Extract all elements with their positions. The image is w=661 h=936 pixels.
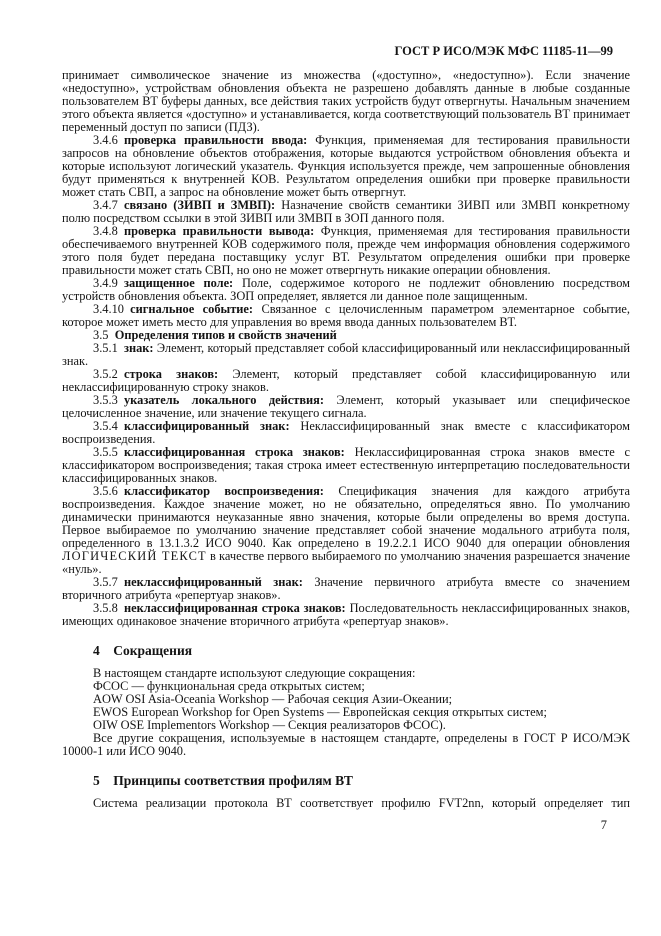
paragraph	[62, 394, 630, 420]
term-bold: указатель локального действия:	[123, 393, 325, 407]
term-bold: классификатор воспроизведения:	[123, 484, 324, 498]
paragraph	[62, 199, 630, 225]
text-run: 3.4.8	[93, 224, 124, 238]
spaced-caps: ЛОГИЧЕСКИЙ ТЕКСТ	[62, 549, 207, 563]
text-run: 3.5.1	[93, 341, 124, 355]
text-run: 3.4.9	[93, 276, 124, 290]
text-run: 3.5.6	[93, 484, 124, 498]
paragraph	[62, 797, 630, 810]
paragraph	[62, 342, 630, 368]
paragraph	[62, 732, 630, 758]
page-number: 7	[600, 818, 607, 832]
text-run: 3.5.3	[93, 393, 124, 407]
text-run: в качестве первого выбираемого по умолчанию значения разрешается значение «нуль».	[62, 549, 631, 576]
text-run: Спецификация значения для каждого атрибута воспроизведения. Каждое значение может, но не обязательно, определяться явно. По умолчанию динамически принимаются неуказанные явно значения, которые были определены во время доступа. Первое выбираемое по умолчанию значение представляет собой значение модального атрибута поля, определенного в 13.1.3.2 ИСО 9040. Как определено в 19.2.2.1 ИСО 9040 для операции обновления	[62, 484, 631, 550]
text-run: ФСОС — функциональная среда открытых систем;	[93, 679, 365, 693]
text-run: 3.5.2	[93, 367, 124, 381]
text-run: Последовательность неклассифицированных знаков, имеющих одинаковое значение вторичного атрибута «репертуар знаков».	[62, 601, 630, 628]
term-bold: классифицированный знак:	[123, 419, 290, 433]
paragraph	[62, 69, 630, 134]
paragraph	[62, 225, 630, 277]
text-run: Поле, содержимое которого не подлежит обновлению посредством устройств обновления объекта. ЗОП определяет, является ли данное поле защищенным.	[62, 276, 631, 303]
text-run: 5 Принципы соответствия профилям ВТ	[93, 773, 353, 788]
text-run: EWOS European Workshop for Open Systems — Европейская секция открытых систем;	[93, 705, 547, 719]
paragraph	[62, 134, 630, 199]
section-heading	[62, 772, 630, 790]
text-run: 3.4.7	[93, 198, 124, 212]
running-header: ГОСТ Р ИСО/МЭК МФС 11185-11—99	[394, 44, 613, 58]
paragraph	[62, 277, 630, 303]
text-run: 3.5.8	[93, 601, 124, 615]
text-run: Элемент, который представляет собой классифицированную или неклассифицированную строку знаков.	[62, 367, 630, 394]
paragraph	[62, 576, 630, 602]
text-run: Неклассифицированная строка знаков вместе с классификатором воспроизведения; такая строка имеет естественную интерпретацию последовательности классифицированных знаков.	[62, 445, 630, 485]
text-run: Элемент, который указывает или специфическое целочисленное значение, или значение текущего сигнала.	[62, 393, 630, 420]
term-bold: проверка правильности вывода:	[123, 224, 315, 238]
text-run: Связанное с целочисленным параметром элементарное событие, которое может иметь место для управления во время ввода данных пользователем ВТ.	[62, 302, 630, 329]
text-run: 3.5	[93, 328, 115, 342]
term-bold: знак:	[123, 341, 154, 355]
term-bold: Определения типов и свойств значений	[114, 328, 337, 342]
paragraph	[62, 368, 630, 394]
text-run: Назначение свойств семантики ЗИВП или ЗМВП конкретному полю посредством ссылки в этой ЗИВП или ЗМВП в ЗОП данного поля.	[62, 198, 630, 225]
term-bold: защищенное поле:	[123, 276, 234, 290]
text-run: 4 Сокращения	[93, 643, 193, 658]
text-run: Элемент, который представляет собой классифицированный или неклассифицированный знак.	[62, 341, 630, 368]
text-run: 3.4.10	[93, 302, 131, 316]
text-run: AOW OSI Asia-Oceania Workshop — Рабочая секция Азии-Океании;	[93, 692, 453, 706]
term-bold: классифицированная строка знаков:	[123, 445, 345, 459]
term-bold: сигнальное событие:	[130, 302, 254, 316]
text-run: Неклассифицированный знак вместе с классификатором воспроизведения.	[62, 419, 630, 446]
document-body	[62, 69, 630, 810]
text-run: 3.5.4	[93, 419, 124, 433]
paragraph	[62, 485, 630, 576]
term-bold: неклассифицированная строка знаков:	[123, 601, 346, 615]
text-run: Система реализации протокола ВТ соответствует профилю FVT2nn, который определяет тип	[93, 796, 630, 810]
section-heading	[62, 642, 630, 660]
text-run: Все другие сокращения, используемые в настоящем стандарте, определены в ГОСТ Р ИСО/МЭК 10000-1 или ИСО 9040.	[62, 731, 630, 758]
paragraph	[62, 602, 630, 628]
text-run: OIW OSE Implementors Workshop — Секция реализаторов ФСОС).	[93, 718, 446, 732]
text-run: Значение первичного атрибута вместе со значением вторичного атрибута «репертуар знаков».	[62, 575, 630, 602]
text-run: 3.5.5	[93, 445, 124, 459]
text-run: принимает символическое значение из множества («доступно», «недоступно»). Если значение «недоступно», устройствам обновления объекта не разрешено добавлять данные в любые созданные пользователем ВТ буферы данных, все действия таких устройств будут отвергнуты. Начальным значением этого объекта является «доступно» и устанавливается, когда соответствующий пользователь ВТ принимает переменный доступ по записи (ПДЗ).	[62, 68, 630, 134]
term-bold: связано (ЗИВП и ЗМВП):	[123, 198, 276, 212]
text-run: 3.5.7	[93, 575, 124, 589]
paragraph	[62, 446, 630, 485]
term-bold: неклассифицированный знак:	[123, 575, 303, 589]
text-run: В настоящем стандарте используют следующие сокращения:	[93, 666, 416, 680]
paragraph	[62, 303, 630, 329]
paragraph	[62, 420, 630, 446]
text-run: Функция, применяемая для тестирования правильности запросов на обновление объектов отображения, которые выдаются устройством обновления объекта и которые используют логический указатель. Функция используется прежде, чем запрошенные обновления будут применяться к внутренней КОВ. Результатом определения ошибки при проверке правильности может стать СВП, а запрос на обновление может быть отвергнут.	[62, 133, 630, 199]
text-run: Функция, применяемая для тестирования правильности обеспечиваемого внутренней КОВ содержимого поля, прежде чем информация обновления содержимого этого поля будет передана поставщику услуг ВТ. Результатом определения ошибки при проверке правильности может стать СВП, но оно не может отвергнуть никакие операции обновления.	[62, 224, 630, 277]
term-bold: строка знаков:	[123, 367, 219, 381]
text-run: 3.4.6	[93, 133, 124, 147]
term-bold: проверка правильности ввода:	[123, 133, 308, 147]
